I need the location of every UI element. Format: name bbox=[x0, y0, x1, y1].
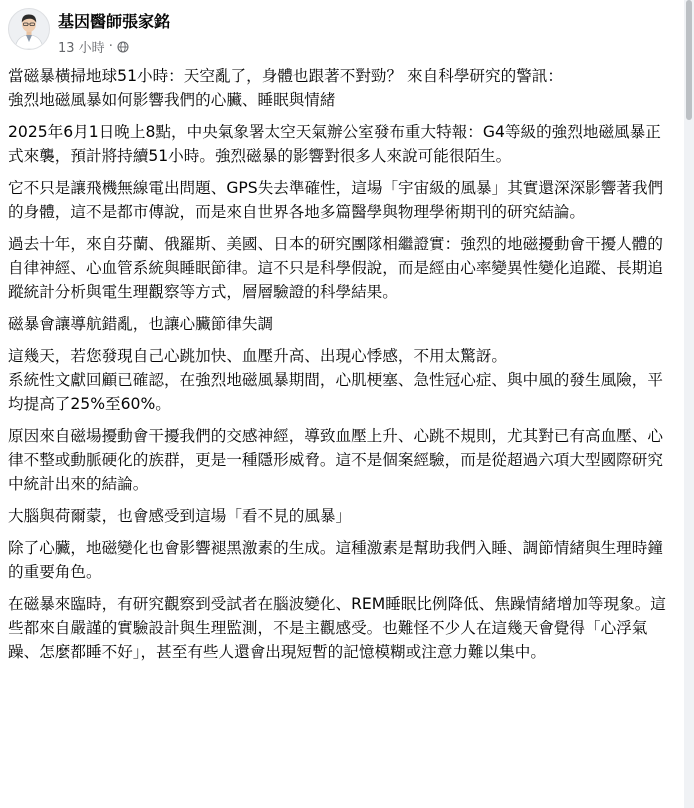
paragraph: 2025年6月1日晚上8點，中央氣象署太空天氣辦公室發布重大特報：G4等級的強烈地磁風暴正式來襲，預計將持續51小時。強烈磁暴的影響對很多人來說可能很陌生。 bbox=[8, 123, 661, 165]
section-heading: 大腦與荷爾蒙，也會感受到這場「看不見的風暴」 bbox=[8, 507, 352, 525]
scrollbar-thumb[interactable] bbox=[686, 0, 692, 120]
author-name[interactable]: 基因醫師張家銘 bbox=[58, 12, 171, 31]
paragraph: 它不只是讓飛機無線電出問題、GPS失去準確性，這場「宇宙級的風暴」其實還深深影響著我們的身體，這不是都市傳說，而是來自世界各地多篇醫學與物理學術期刊的研究結論。 bbox=[8, 179, 664, 221]
post-body bbox=[8, 64, 676, 672]
globe-icon[interactable] bbox=[117, 41, 129, 53]
paragraph-title: 當磁暴橫掃地球51小時：天空亂了，身體也跟著不對勁？ 來自科學研究的警訊： 強烈地磁風暴如何影響我們的心臟、睡眠與情緒 bbox=[8, 67, 563, 109]
avatar-portrait bbox=[9, 9, 49, 49]
paragraph: 在磁暴來臨時，有研究觀察到受試者在腦波變化、REM睡眠比例降低、焦躁情緒增加等現象。這些都來自嚴謹的實驗設計與生理監測，不是主觀感受。也難怪不少人在這幾天會覺得「心浮氣躁、怎麼都睡不好」，甚至有些人還會出現短暫的記憶模糊或注意力難以集中。 bbox=[8, 595, 666, 661]
post-header bbox=[8, 6, 668, 56]
avatar[interactable] bbox=[8, 8, 50, 50]
meta-separator: · bbox=[108, 39, 113, 54]
paragraph: 這幾天，若您發現自己心跳加快、血壓升高、出現心悸感，不用太驚訝。 系統性文獻回顧已確認，在強烈地磁風暴期間，心肌梗塞、急性冠心症、與中風的發生風險，平均提高了25%至60%。 bbox=[8, 347, 663, 413]
paragraph: 除了心臟，地磁變化也會影響褪黑激素的生成。這種激素是幫助我們入睡、調節情緒與生理時鐘的重要角色。 bbox=[8, 539, 663, 581]
post-timestamp[interactable]: 13 小時 bbox=[58, 41, 105, 56]
page-scrollbar[interactable] bbox=[684, 0, 694, 808]
post-meta bbox=[58, 37, 129, 56]
section-heading: 磁暴會讓導航錯亂，也讓心臟節律失調 bbox=[8, 315, 274, 333]
paragraph: 過去十年，來自芬蘭、俄羅斯、美國、日本的研究團隊相繼證實：強烈的地磁擾動會干擾人體的自律神經、心血管系統與睡眠節律。這不只是科學假說，而是經由心率變異性變化追蹤、長期追蹤統計分析與電生理觀察等方式，層層驗證的科學結果。 bbox=[8, 235, 663, 301]
paragraph: 原因來自磁場擾動會干擾我們的交感神經，導致血壓上升、心跳不規則，尤其對已有高血壓、心律不整或動脈硬化的族群，更是一種隱形威脅。這不是個案經驗，而是從超過六項大型國際研究中統計出來的結論。 bbox=[8, 427, 663, 493]
